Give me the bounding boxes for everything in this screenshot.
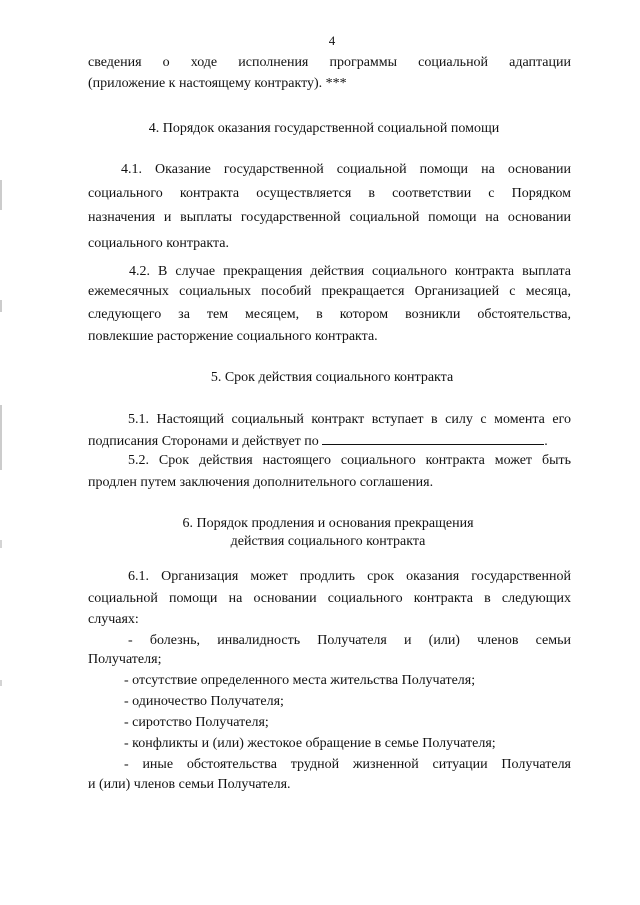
section-5-title: 5. Срок действия социального контракта	[210, 370, 454, 385]
section-6-1-line-2: социальной помощи на основании социального контракта в следующих	[88, 591, 571, 606]
section-4-2-line-2: ежемесячных социальных пособий прекращается Организацией с месяца,	[88, 284, 571, 299]
section-4-2-line-3: следующего за тем месяцем, в котором возникли обстоятельства,	[88, 307, 571, 322]
list-item-family-conflicts: - конфликты и (или) жестокое обращение в семье Получателя;	[124, 736, 496, 751]
section-6-title-line-2: действия социального контракта	[230, 534, 426, 549]
section-4-1-line-4: социального контракта.	[88, 236, 229, 251]
section-4-2-line-4: повлекшие расторжение социального контракта.	[88, 329, 378, 344]
expiry-date-blank-field[interactable]	[322, 432, 544, 445]
section-6-1-line-1: 6.1. Организация может продлить срок оказания государственной	[128, 569, 571, 584]
list-item-other-circumstances-cont: и (или) членов семьи Получателя.	[88, 777, 291, 792]
list-item-illness-cont: Получателя;	[88, 652, 162, 667]
section-5-2-line-1: 5.2. Срок действия настоящего социального контракта может быть	[128, 453, 571, 468]
section-5-2-line-2: продлен путем заключения дополнительного соглашения.	[88, 475, 434, 490]
list-item-no-residence: - отсутствие определенного места жительства Получателя;	[124, 673, 476, 688]
intro-line-2: (приложение к настоящему контракту). ***	[88, 76, 347, 91]
section-4-2-line-1: 4.2. В случае прекращения действия социального контракта выплата	[129, 264, 571, 279]
section-5-1-line-2	[88, 432, 571, 450]
section-4-title: 4. Порядок оказания государственной социальной помощи	[148, 121, 500, 136]
section-5-1-line-1: 5.1. Настоящий социальный контракт вступает в силу с момента его	[128, 412, 571, 427]
list-item-orphanhood: - сиротство Получателя;	[124, 715, 269, 730]
section-5-1-end: .	[544, 434, 548, 449]
section-4-1-line-1: 4.1. Оказание государственной социальной помощи на основании	[121, 162, 571, 177]
section-4-1-line-3: назначения и выплаты государственной социальной помощи на основании	[88, 210, 571, 225]
section-4-1-line-2: социального контракта осуществляется в соответствии с Порядком	[88, 186, 571, 201]
list-item-illness: - болезнь, инвалидность Получателя и (или) членов семьи	[128, 633, 571, 648]
list-item-loneliness: - одиночество Получателя;	[124, 694, 284, 709]
page-number: 4	[328, 33, 336, 48]
section-6-1-line-3: случаях:	[88, 612, 139, 627]
intro-line-1: сведения о ходе исполнения программы социальной адаптации	[88, 55, 571, 70]
section-5-1-line-2-text: подписания Сторонами и действует по	[88, 434, 319, 449]
section-6-title-line-1: 6. Порядок продления и основания прекращения	[182, 516, 474, 531]
list-item-other-circumstances: - иные обстоятельства трудной жизненной ситуации Получателя	[124, 757, 571, 772]
